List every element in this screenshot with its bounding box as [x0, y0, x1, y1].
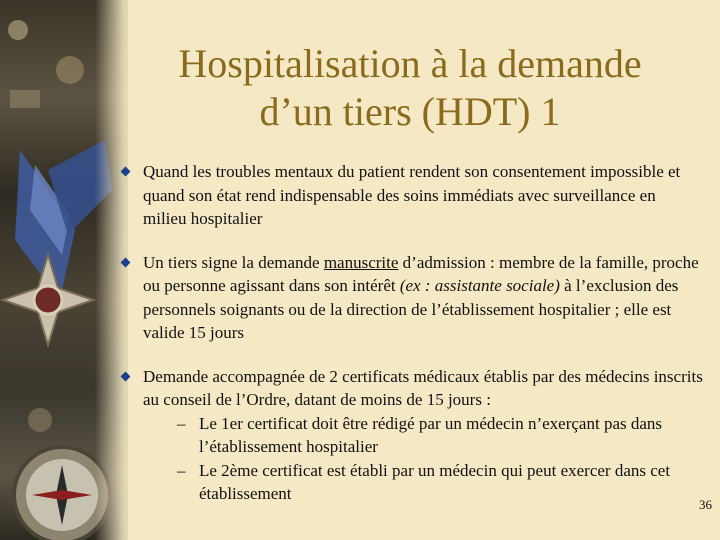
diamond-bullet-icon — [121, 371, 131, 381]
bullet-list — [118, 160, 703, 526]
bullet-item — [118, 365, 703, 506]
medal-cross-icon — [3, 255, 93, 345]
page-number: 36 — [699, 497, 712, 512]
bullet-item — [118, 251, 703, 345]
dash-bullet: – — [177, 460, 186, 480]
slide-title — [130, 40, 690, 136]
diamond-bullet-icon — [121, 257, 131, 267]
slide-title-line1: Hospitalisation à la demande — [178, 41, 642, 86]
sub-bullet-text: Le 1er certificat doit être rédigé par un médecin n’exerçant pas dans l’établissement hospitalier — [199, 413, 663, 456]
italic-text: (ex : assistante sociale) — [399, 276, 560, 295]
bullet-text-part: d’admission : membre de la famille, proche ou personne agissant dans son intérêt — [143, 252, 699, 295]
dash-bullet: – — [177, 413, 186, 433]
sub-bullet-text: Le 2ème certificat est établi par un médecin qui peut exercer dans cet établissement — [199, 460, 671, 503]
bullet-text: Quand les troubles mentaux du patient rendent son consentement impossible et quand son état rend indispensable des soins immédiats avec surveillance en milieu hospitalier — [143, 162, 681, 228]
underlined-text: manuscrite — [323, 252, 399, 272]
sub-bullet-item — [143, 412, 703, 459]
diamond-bullet-icon — [121, 167, 131, 177]
decorative-side-image — [0, 0, 128, 540]
bullet-text: Demande accompagnée de 2 certificats médicaux établis par des médecins inscrits au conseil de l’Ordre, datant de moins de 15 jours : — [143, 366, 703, 409]
bullet-text-part: à l’exclusion des personnels soignants ou de la direction de l’établissement hospitalier ; elle est valide 15 jours — [143, 276, 679, 342]
sub-bullet-item — [143, 459, 703, 506]
slide-title-line2: d’un tiers (HDT) 1 — [259, 89, 561, 134]
bullet-item — [118, 160, 703, 231]
bullet-text-part: Un tiers signe la demande — [143, 252, 324, 272]
